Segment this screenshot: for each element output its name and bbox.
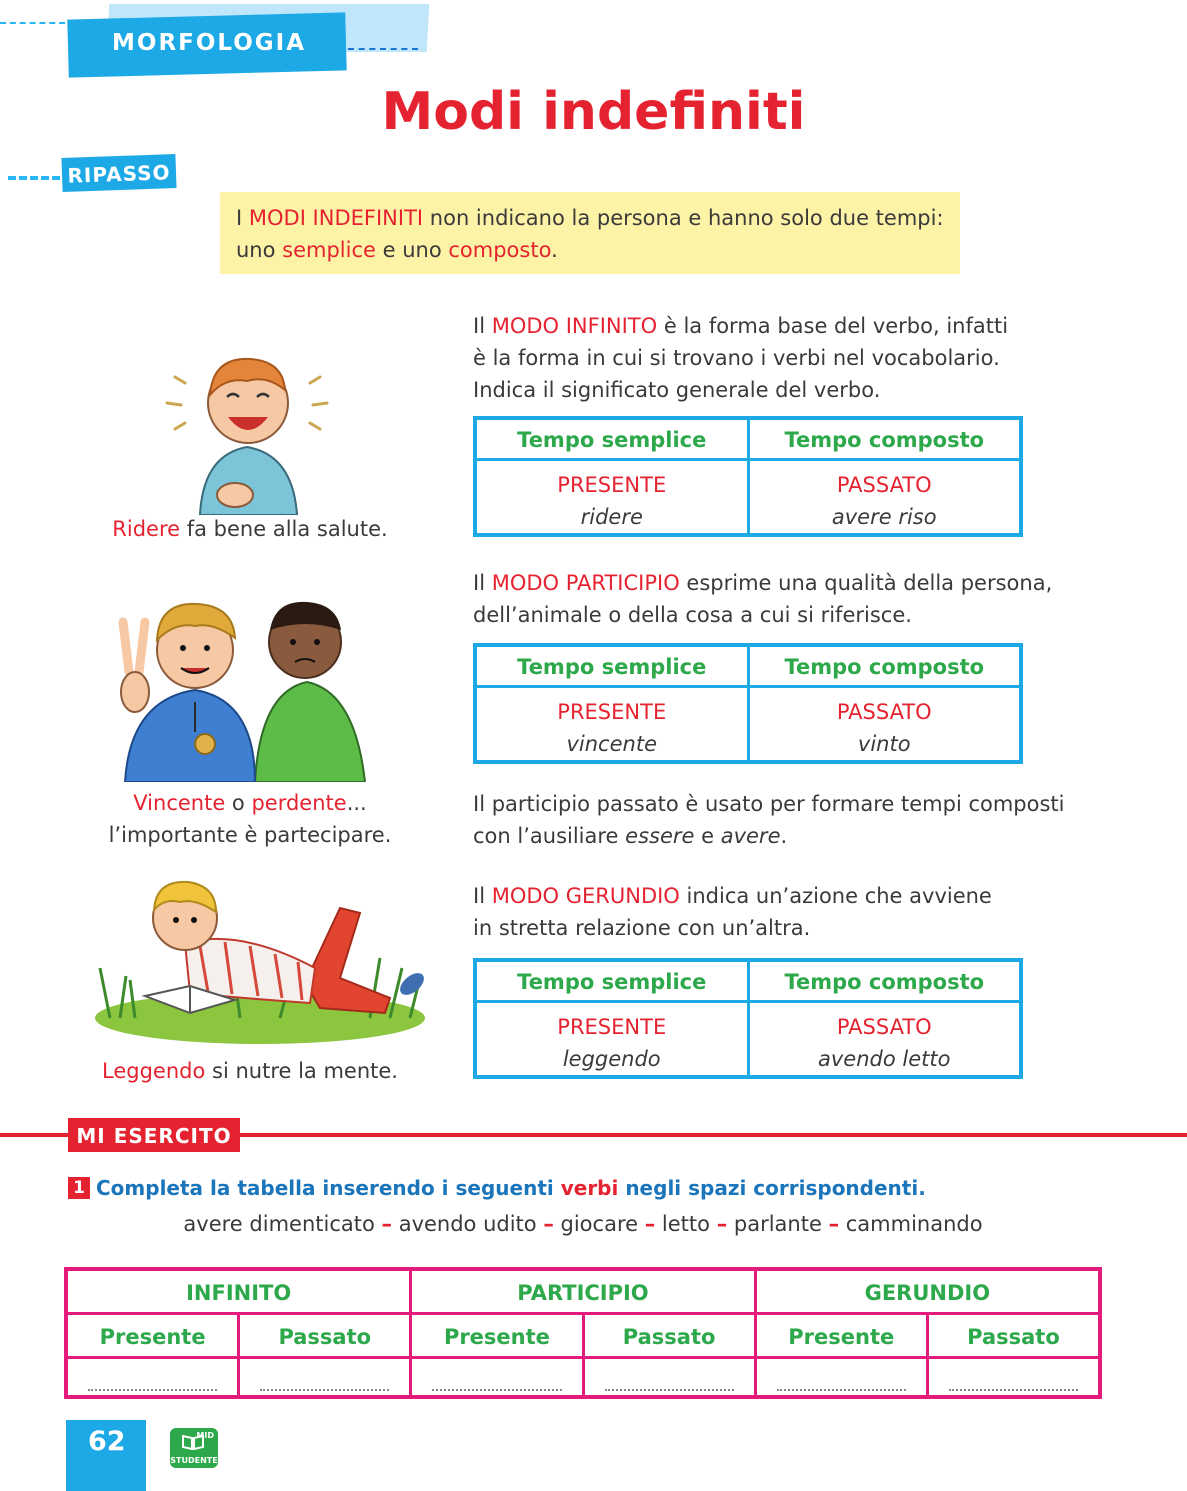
sub-header: Passato bbox=[582, 1315, 754, 1356]
table-cell: PRESENTE leggendo bbox=[557, 1015, 667, 1071]
gerundio-text: Il MODO GERUNDIO indica un’azione che avviene in stretta relazione con un’altra. bbox=[473, 884, 992, 940]
sub-header: Passato bbox=[926, 1315, 1098, 1356]
col-header: Tempo composto bbox=[747, 420, 1020, 458]
page-title: Modi indefiniti bbox=[381, 82, 806, 142]
verb-list: avere dimenticato – avendo udito – giocare – letto – parlante – camminando bbox=[183, 1212, 983, 1236]
verb-item: parlante bbox=[733, 1212, 822, 1236]
ripasso-note: I MODI INDEFINITI non indicano la persona e hanno solo due tempi: uno semplice e uno composto. bbox=[220, 192, 960, 274]
participio-text: Il MODO PARTICIPIO esprime una qualità della persona, dell’animale o della cosa a cui si riferisce. bbox=[473, 571, 1053, 627]
table-cell: PASSATO avendo letto bbox=[747, 1003, 1020, 1079]
answer-blank[interactable] bbox=[582, 1359, 754, 1399]
answer-blank[interactable] bbox=[409, 1359, 581, 1399]
verb-item: avere dimenticato bbox=[183, 1212, 375, 1236]
answer-blank[interactable] bbox=[926, 1359, 1098, 1399]
table-cell: PRESENTE ridere bbox=[557, 473, 667, 529]
participio-note: Il participio passato è usato per formare tempi composti con l’ausiliare essere e avere. bbox=[473, 792, 1065, 848]
participio-table bbox=[473, 643, 1023, 764]
table-cell: PRESENTE vincente bbox=[557, 700, 667, 756]
page-number: 62 bbox=[66, 1420, 146, 1491]
laughing-boy-illustration bbox=[155, 335, 340, 515]
mid-studente-badge[interactable]: MID STUDENTE bbox=[170, 1428, 218, 1468]
section-label: MORFOLOGIA bbox=[112, 30, 307, 56]
participio-caption: Vincente o perdente... l’importante è partecipare. bbox=[108, 791, 392, 847]
two-boys-illustration bbox=[115, 582, 375, 782]
exercise-instruction: 1 Completa la tabella inserendo i seguenti verbi negli spazi corrispondenti. bbox=[68, 1176, 926, 1200]
infinito-caption: Ridere fa bene alla salute. bbox=[112, 517, 388, 541]
exercise-badge: MI ESERCITO bbox=[68, 1118, 240, 1152]
reading-boy-illustration bbox=[90, 868, 430, 1048]
col-header: Tempo semplice bbox=[517, 655, 707, 679]
col-header: Tempo composto bbox=[747, 647, 1020, 685]
sub-header: Passato bbox=[237, 1315, 409, 1356]
section-tab bbox=[68, 4, 428, 70]
sub-header: Presente bbox=[754, 1315, 926, 1356]
col-header: Tempo composto bbox=[747, 962, 1020, 1000]
verb-item: giocare bbox=[560, 1212, 639, 1236]
col-header: Tempo semplice bbox=[517, 428, 707, 452]
answer-blank[interactable] bbox=[754, 1359, 926, 1399]
tab-dash-line bbox=[348, 48, 418, 50]
verb-item: camminando bbox=[845, 1212, 983, 1236]
ripasso-dash bbox=[8, 176, 60, 180]
group-header-infinito: INFINITO bbox=[186, 1281, 292, 1305]
table-cell: PASSATO vinto bbox=[747, 688, 1020, 764]
answer-blank[interactable] bbox=[68, 1359, 237, 1399]
col-header: Tempo semplice bbox=[517, 970, 707, 994]
header-dash-line bbox=[0, 22, 75, 24]
table-cell: PASSATO avere riso bbox=[747, 461, 1020, 537]
gerundio-caption: Leggendo si nutre la mente. bbox=[102, 1059, 398, 1083]
ripasso-badge: RIPASSO bbox=[61, 154, 176, 192]
infinito-table bbox=[473, 416, 1023, 537]
verb-item: avendo udito bbox=[398, 1212, 537, 1236]
group-header-participio: PARTICIPIO bbox=[409, 1271, 753, 1312]
group-header-gerundio: GERUNDIO bbox=[754, 1271, 1098, 1312]
gerundio-table bbox=[473, 958, 1023, 1079]
infinito-text: Il MODO INFINITO è la forma base del verbo, infatti è la forma in cui si trovano i verbi nel vocabolario. Indica il significato generale del verbo. bbox=[473, 314, 1009, 402]
sub-header: Presente bbox=[409, 1315, 581, 1356]
exercise-number: 1 bbox=[68, 1177, 90, 1199]
verb-item: letto bbox=[661, 1212, 710, 1236]
sub-header: Presente bbox=[99, 1325, 206, 1349]
exercise-table bbox=[64, 1267, 1102, 1399]
answer-blank[interactable] bbox=[237, 1359, 409, 1399]
